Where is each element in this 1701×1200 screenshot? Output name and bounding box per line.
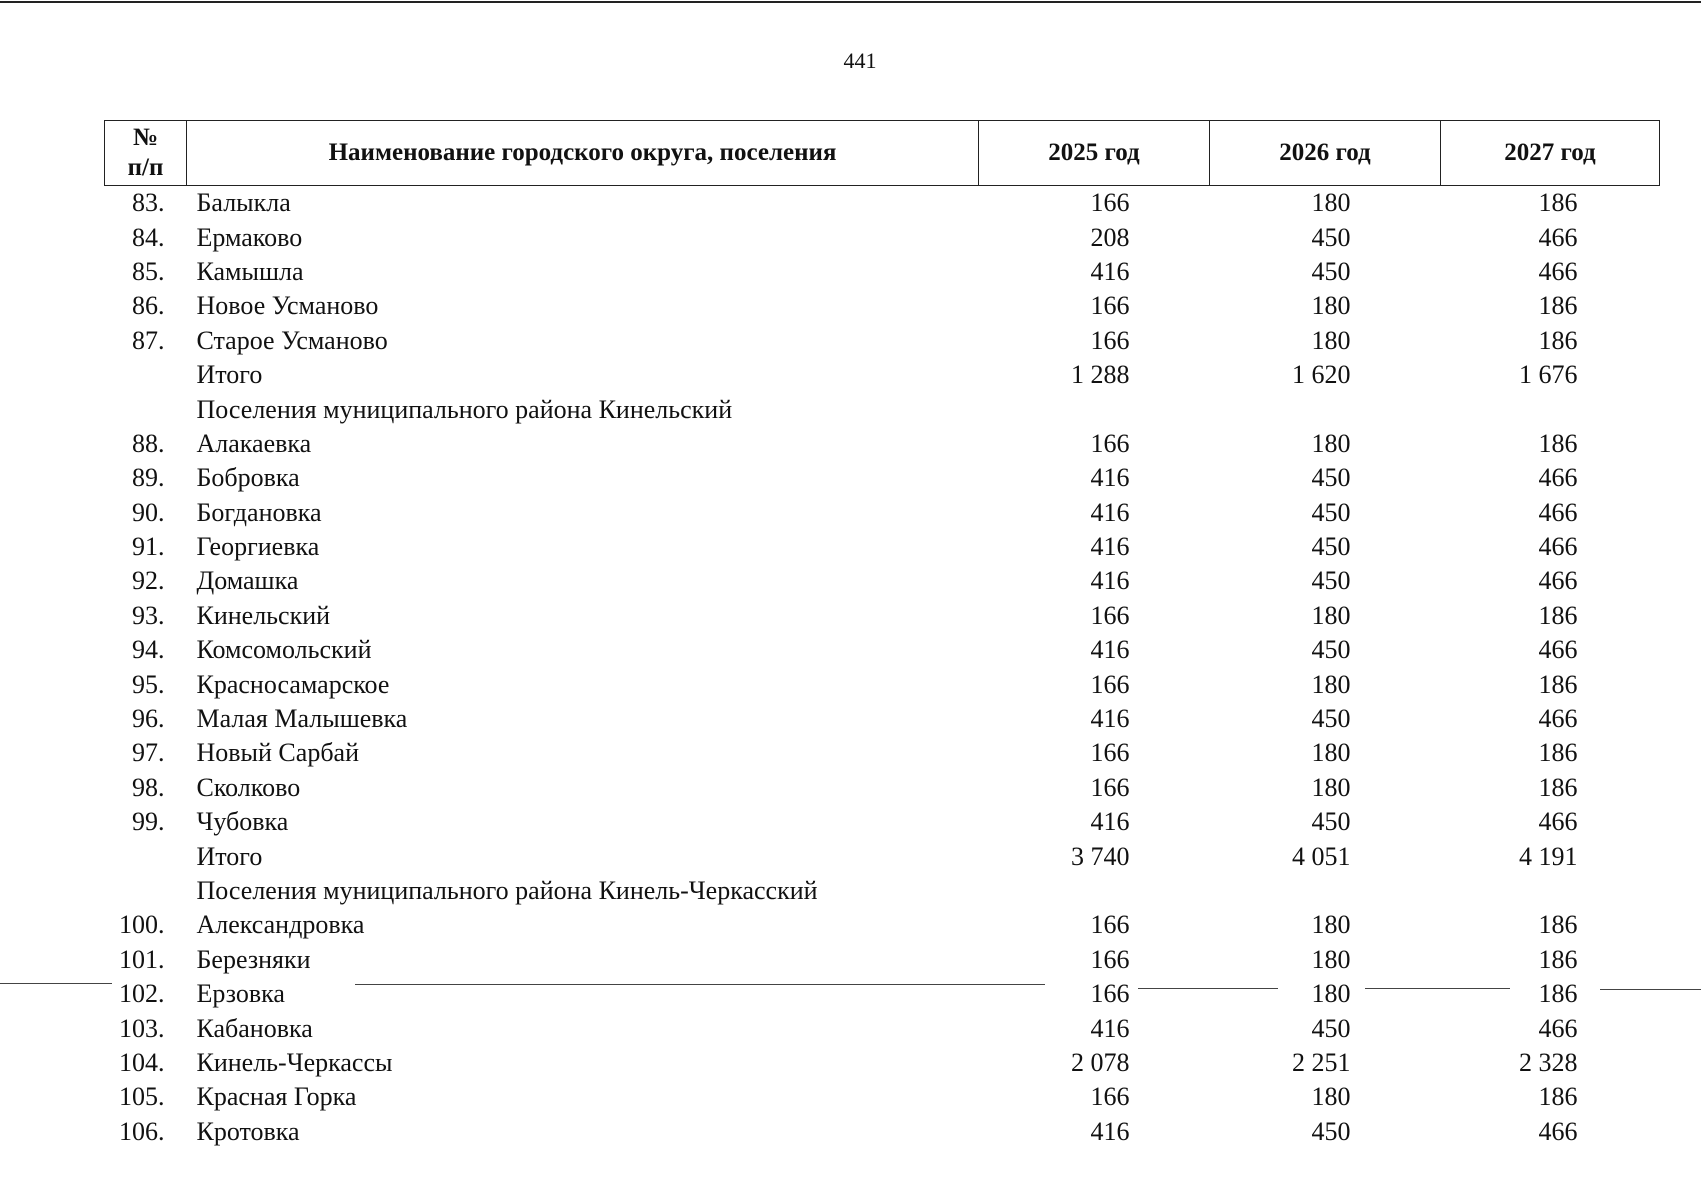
settlement-name: Сколково	[196, 772, 301, 802]
row-number: 83.	[132, 188, 165, 218]
value-2027: 186	[1538, 669, 1578, 699]
table-row	[105, 1011, 1660, 1045]
value-2027: 186	[1538, 772, 1578, 802]
settlement-name: Балыкла	[196, 188, 291, 218]
value-2026: 180	[1311, 910, 1351, 940]
value-2026: 180	[1311, 291, 1351, 321]
settlement-name: Георгиевка	[196, 532, 320, 562]
value-2025: 166	[1090, 944, 1130, 974]
settlement-name: Кабановка	[196, 1013, 313, 1043]
row-number: 103.	[119, 1013, 165, 1043]
row-number: 89.	[132, 463, 165, 493]
row-number: 98.	[132, 772, 165, 802]
value-2025	[979, 392, 1210, 426]
value-2027: 186	[1538, 910, 1578, 940]
table-row	[105, 496, 1660, 530]
value-2027: 186	[1538, 325, 1578, 355]
value-2025: 166	[1090, 979, 1130, 1009]
row-number: 91.	[132, 532, 165, 562]
value-2026: 450	[1311, 222, 1351, 252]
value-2026: 180	[1311, 738, 1351, 768]
settlement-name: Поселения муниципального района Кинель-Черкасский	[196, 876, 818, 905]
header-2026: 2026 год	[1210, 121, 1441, 186]
table-row	[105, 805, 1660, 839]
value-2025: 416	[1090, 807, 1130, 837]
table-row	[105, 771, 1660, 805]
page-top-border	[0, 1, 1701, 3]
table-row	[105, 702, 1660, 736]
value-2027: 466	[1538, 704, 1578, 734]
value-2027: 1 676	[1519, 360, 1578, 390]
row-number: 105.	[119, 1082, 165, 1112]
value-2025: 416	[1090, 256, 1130, 286]
value-2027: 466	[1538, 635, 1578, 665]
value-2025: 166	[1090, 188, 1130, 218]
table-row	[105, 943, 1660, 977]
value-2025: 416	[1090, 635, 1130, 665]
settlement-name: Алакаевка	[196, 428, 312, 458]
table-row	[105, 255, 1660, 289]
row-number: 94.	[132, 635, 165, 665]
scan-artifact-line	[1138, 988, 1278, 989]
value-2027: 186	[1538, 428, 1578, 458]
settlement-name: Новый Сарбай	[196, 738, 359, 768]
table-row	[105, 186, 1660, 221]
value-2025: 416	[1090, 1116, 1130, 1146]
value-2026: 180	[1311, 428, 1351, 458]
value-2027: 466	[1538, 497, 1578, 527]
row-number: 85.	[132, 256, 165, 286]
value-2025	[979, 874, 1210, 908]
row-number: 95.	[132, 669, 165, 699]
value-2026: 180	[1311, 772, 1351, 802]
value-2027: 466	[1538, 463, 1578, 493]
row-number: 104.	[119, 1047, 165, 1077]
scan-artifact-line	[355, 984, 1045, 985]
page-number: 441	[843, 48, 877, 73]
table-header	[105, 121, 1660, 186]
value-2027	[1441, 874, 1660, 908]
value-2026: 450	[1311, 1013, 1351, 1043]
value-2026: 180	[1311, 669, 1351, 699]
value-2026: 450	[1311, 532, 1351, 562]
row-number	[105, 392, 187, 426]
settlement-name: Чубовка	[196, 807, 289, 837]
row-number: 92.	[132, 566, 165, 596]
header-row	[105, 121, 1660, 186]
value-2025: 416	[1090, 566, 1130, 596]
value-2026: 180	[1311, 1082, 1351, 1112]
value-2026: 180	[1311, 979, 1351, 1009]
table-body	[105, 186, 1660, 1149]
table-row	[105, 530, 1660, 564]
value-2025: 166	[1090, 910, 1130, 940]
value-2025: 166	[1090, 669, 1130, 699]
table-row	[105, 220, 1660, 254]
settlement-name: Кротовка	[196, 1116, 300, 1146]
row-number: 88.	[132, 428, 165, 458]
table-row	[105, 324, 1660, 358]
value-2025: 1 288	[1071, 360, 1130, 390]
settlement-name: Старое Усманово	[196, 325, 388, 355]
row-number: 90.	[132, 497, 165, 527]
row-number: 100.	[119, 910, 165, 940]
row-number	[105, 874, 187, 908]
table-row	[105, 1046, 1660, 1080]
value-2026: 450	[1311, 1116, 1351, 1146]
settlement-name: Ермаково	[196, 222, 303, 252]
header-name: Наименование городского округа, поселения	[187, 121, 979, 186]
table-row	[105, 977, 1660, 1011]
table-row	[105, 1080, 1660, 1114]
value-2027: 186	[1538, 979, 1578, 1009]
subtotal-row	[105, 358, 1660, 392]
row-number	[105, 839, 187, 873]
value-2027: 466	[1538, 222, 1578, 252]
value-2025: 166	[1090, 600, 1130, 630]
header-2025: 2025 год	[979, 121, 1210, 186]
table-row	[105, 736, 1660, 770]
value-2026: 180	[1311, 600, 1351, 630]
value-2027: 186	[1538, 188, 1578, 218]
value-2026: 450	[1311, 704, 1351, 734]
value-2026	[1210, 874, 1441, 908]
value-2026: 180	[1311, 188, 1351, 218]
settlement-name: Красная Горка	[196, 1082, 357, 1112]
value-2025: 166	[1090, 738, 1130, 768]
value-2027: 466	[1538, 256, 1578, 286]
value-2027: 186	[1538, 291, 1578, 321]
value-2027	[1441, 392, 1660, 426]
settlement-name: Александровка	[196, 910, 365, 940]
settlement-name: Новое Усманово	[196, 291, 379, 321]
value-2027: 466	[1538, 532, 1578, 562]
header-2027: 2027 год	[1441, 121, 1660, 186]
settlement-name: Итого	[196, 841, 263, 871]
settlement-name: Домашка	[196, 566, 299, 596]
scan-artifact-line	[1365, 988, 1510, 989]
table-row	[105, 461, 1660, 495]
value-2025: 416	[1090, 532, 1130, 562]
row-number	[105, 358, 187, 392]
value-2026: 1 620	[1292, 360, 1351, 390]
value-2027: 186	[1538, 600, 1578, 630]
section-heading-row	[105, 392, 1660, 426]
scan-artifact-line	[1600, 989, 1701, 990]
value-2025: 2 078	[1071, 1047, 1130, 1077]
value-2025: 416	[1090, 463, 1130, 493]
table-row	[105, 564, 1660, 598]
row-number: 101.	[119, 944, 165, 974]
settlement-name: Бобровка	[196, 463, 300, 493]
settlement-name: Кинель-Черкассы	[196, 1047, 393, 1077]
value-2025: 166	[1090, 325, 1130, 355]
row-number: 96.	[132, 704, 165, 734]
subtotal-row	[105, 839, 1660, 873]
scan-artifact-line	[0, 983, 112, 984]
value-2027: 466	[1538, 1013, 1578, 1043]
row-number: 106.	[119, 1116, 165, 1146]
table-row	[105, 667, 1660, 701]
table-row	[105, 633, 1660, 667]
value-2026: 450	[1311, 463, 1351, 493]
table-row	[105, 908, 1660, 942]
value-2027: 4 191	[1519, 841, 1578, 871]
value-2026: 180	[1311, 325, 1351, 355]
settlement-name: Малая Малышевка	[196, 704, 408, 734]
value-2025: 416	[1090, 497, 1130, 527]
table-row	[105, 289, 1660, 323]
row-number: 86.	[132, 291, 165, 321]
value-2025: 416	[1090, 1013, 1130, 1043]
settlement-name: Комсомольский	[196, 635, 372, 665]
allocation-table	[104, 120, 1660, 1149]
value-2025: 3 740	[1071, 841, 1130, 871]
value-2025: 166	[1090, 291, 1130, 321]
value-2026: 450	[1311, 566, 1351, 596]
value-2027: 466	[1538, 807, 1578, 837]
header-number	[105, 121, 187, 186]
value-2025: 166	[1090, 772, 1130, 802]
settlement-name: Богдановка	[196, 497, 322, 527]
settlement-name: Березняки	[196, 944, 311, 974]
value-2025: 208	[1090, 222, 1130, 252]
row-number: 93.	[132, 600, 165, 630]
value-2027: 466	[1538, 566, 1578, 596]
table-row	[105, 427, 1660, 461]
row-number: 87.	[132, 325, 165, 355]
settlement-name: Камышла	[196, 256, 304, 286]
value-2025: 166	[1090, 428, 1130, 458]
value-2027: 186	[1538, 944, 1578, 974]
value-2026: 450	[1311, 497, 1351, 527]
value-2026: 450	[1311, 635, 1351, 665]
value-2026: 2 251	[1292, 1047, 1351, 1077]
value-2027: 2 328	[1519, 1047, 1578, 1077]
settlement-name: Кинельский	[196, 600, 331, 630]
header-number-text: № п/п	[127, 124, 164, 181]
settlement-name: Итого	[196, 360, 263, 390]
section-heading-row	[105, 874, 1660, 908]
value-2027: 466	[1538, 1116, 1578, 1146]
table-row	[105, 1115, 1660, 1149]
value-2026: 450	[1311, 256, 1351, 286]
value-2026: 4 051	[1292, 841, 1351, 871]
row-number: 102.	[119, 979, 165, 1009]
value-2026: 450	[1311, 807, 1351, 837]
table-row	[105, 599, 1660, 633]
value-2025: 166	[1090, 1082, 1130, 1112]
settlement-name: Красносамарское	[196, 669, 390, 699]
value-2027: 186	[1538, 1082, 1578, 1112]
row-number: 99.	[132, 807, 165, 837]
row-number: 84.	[132, 222, 165, 252]
value-2026	[1210, 392, 1441, 426]
settlement-name: Поселения муниципального района Кинельский	[196, 394, 733, 424]
row-number: 97.	[132, 738, 165, 768]
settlement-name: Ерзовка	[196, 979, 285, 1009]
value-2026: 180	[1311, 944, 1351, 974]
value-2027: 186	[1538, 738, 1578, 768]
value-2025: 416	[1090, 704, 1130, 734]
